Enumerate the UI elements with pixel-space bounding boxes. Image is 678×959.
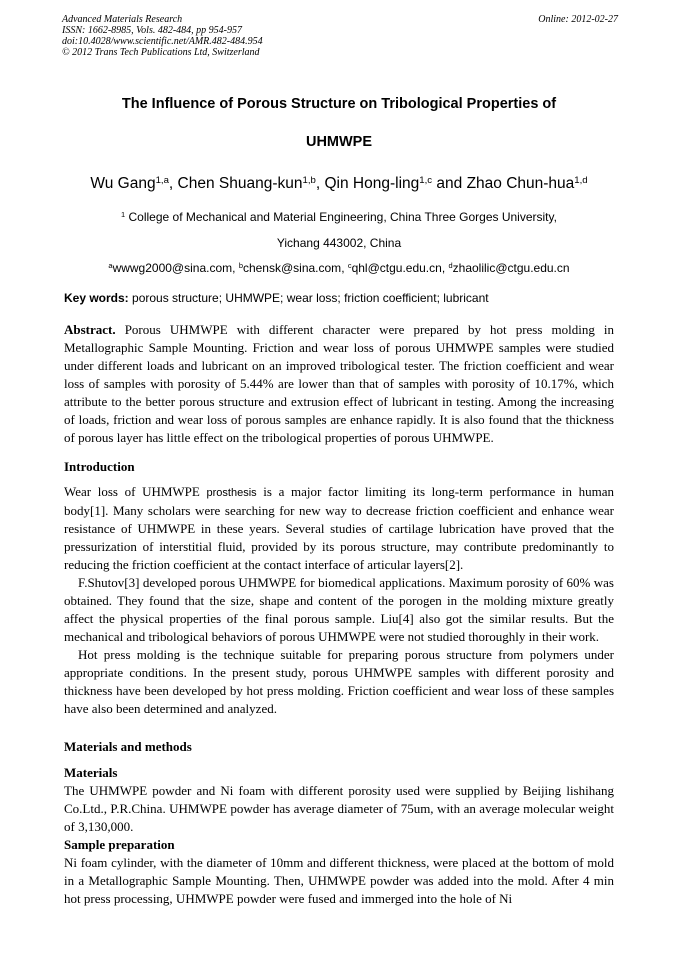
author-separator: , (168, 175, 178, 192)
keywords-text: porous structure; UHMWPE; wear loss; friction coefficient; lubricant (128, 291, 489, 305)
abstract (64, 321, 614, 447)
intro-p1-text-b: is a major factor limiting its long-term performance in human body[1]. Many scholars were searching for new way to decrease friction coefficient and enhance wear resistance of UHMWPE in these years. Several studies of cartilage lubrication have proved that the pressurization of interstitial fluid, provided by its porous structure, may contribute predominantly to reducing the friction coefficient at the contact interface of articular layers[2]. (64, 484, 614, 572)
email-mark: d (448, 260, 453, 270)
intro-p1-text-a: Wear loss of UHMWPE (64, 484, 207, 499)
email-separator: , (441, 261, 449, 275)
keywords-label: Key words: (64, 291, 129, 305)
journal-issn: ISSN: 1662-8985, Vols. 482-484, pp 954-957 (62, 25, 242, 36)
materials-paragraph: The UHMWPE powder and Ni foam with different porosity used were supplied by Beijing lishihang Co.Ltd., P.R.China. UHMWPE powder has average diameter of 75um, with an average molecular weight of 3,130,000. (64, 783, 614, 834)
email-address[interactable]: zhaolilic@ctgu.edu.cn (452, 261, 570, 275)
email-mark: c (347, 260, 352, 270)
email-address[interactable]: wwwg2000@sina.com (112, 261, 233, 275)
sample-preparation-paragraph: Ni foam cylinder, with the diameter of 10mm and different thickness, were placed at the bottom of mold in a Metallographic Sample Mounting. Then, UHMWPE powder was added into the mold. After 4 min hot press processing, UHMWPE powder were fused and immerged into the hole of Ni (64, 855, 614, 906)
section-heading-introduction: Introduction (64, 459, 135, 474)
email-separator: , (232, 261, 239, 275)
subheading-sample-preparation: Sample preparation (64, 837, 175, 852)
author-name: Wu Gang (90, 175, 156, 192)
subheading-materials: Materials (64, 765, 118, 780)
methods-body (64, 764, 614, 908)
email-separator: , (341, 261, 348, 275)
intro-paragraph-1 (64, 483, 614, 574)
email-list (40, 261, 638, 275)
author-affil-mark: 1,c (419, 174, 433, 186)
section-heading-materials-methods: Materials and methods (64, 739, 192, 754)
author-affil-mark: 1,a (155, 174, 169, 186)
author-name: Zhao Chun-hua (466, 175, 575, 192)
keywords (64, 291, 624, 305)
author-separator: and (432, 175, 467, 192)
author-list (40, 175, 638, 193)
abstract-label: Abstract. (64, 322, 116, 337)
intro-paragraph-2: F.Shutov[3] developed porous UHMWPE for biomedical applications. Maximum porosity of 60% was obtained. They found that the size, shape and content of the porogen in the molding mixture greatly affect the physical properties of the final porous sample. Liu[4] also got the similar results. But the mechanical and tribological behaviors of porous UHMWPE were not studied thoroughly in their work. (64, 575, 614, 644)
author-name: Qin Hong-ling (324, 175, 420, 192)
affiliation-text: College of Mechanical and Material Engineering, China Three Gorges University, (125, 210, 557, 224)
affiliation-line-2: Yichang 443002, China (276, 236, 402, 250)
author-name: Chen Shuang-kun (177, 175, 303, 192)
affiliation-line-1 (40, 210, 638, 224)
paper-title-line-1: The Influence of Porous Structure on Tribological Properties of (121, 96, 557, 112)
abstract-text: Porous UHMWPE with different character were prepared by hot press molding in Metallographic Sample Mounting. Friction and wear loss of porous UHMWPE samples were studied under different loads and lubricant on an improved tribological tester. The friction coefficient and wear loss of samples with porosity of 5.44% are lower than that of samples with porosity of 10.17%, which attribute to the better porous structure and extrusion effect of lubricant in testing. Among the increasing of loads, friction and wear loss of porous samples are enhance rapidly. It is also found that the thickness of porous layer has little effect on the tribological properties of porous UHMWPE. (64, 322, 614, 445)
affiliation-mark: 1 (121, 209, 126, 219)
email-address[interactable]: qhl@ctgu.edu.cn (351, 261, 442, 275)
introduction-body (64, 483, 614, 718)
paper-title-line-2: UHMWPE (305, 134, 373, 150)
online-date: Online: 2012-02-27 (538, 14, 618, 25)
journal-copyright: © 2012 Trans Tech Publications Ltd, Switzerland (62, 47, 260, 58)
author-affil-mark: 1,d (574, 174, 588, 186)
journal-name: Advanced Materials Research (62, 14, 183, 25)
email-mark: a (108, 260, 113, 270)
intro-p1-word: prosthesis (206, 487, 257, 499)
author-affil-mark: 1,b (302, 174, 316, 186)
journal-doi: doi:10.4028/www.scientific.net/AMR.482-484.954 (62, 36, 263, 47)
email-address[interactable]: chensk@sina.com (242, 261, 342, 275)
intro-paragraph-3: Hot press molding is the technique suitable for preparing porous structure from polymers under appropriate conditions. In the present study, porous UHMWPE samples with different porosity and thickness have been developed by hot press molding. Friction coefficient and wear loss of these samples have also been determined and analyzed. (64, 647, 614, 716)
email-mark: b (238, 260, 243, 270)
journal-header (62, 14, 618, 58)
author-separator: , (315, 175, 325, 192)
